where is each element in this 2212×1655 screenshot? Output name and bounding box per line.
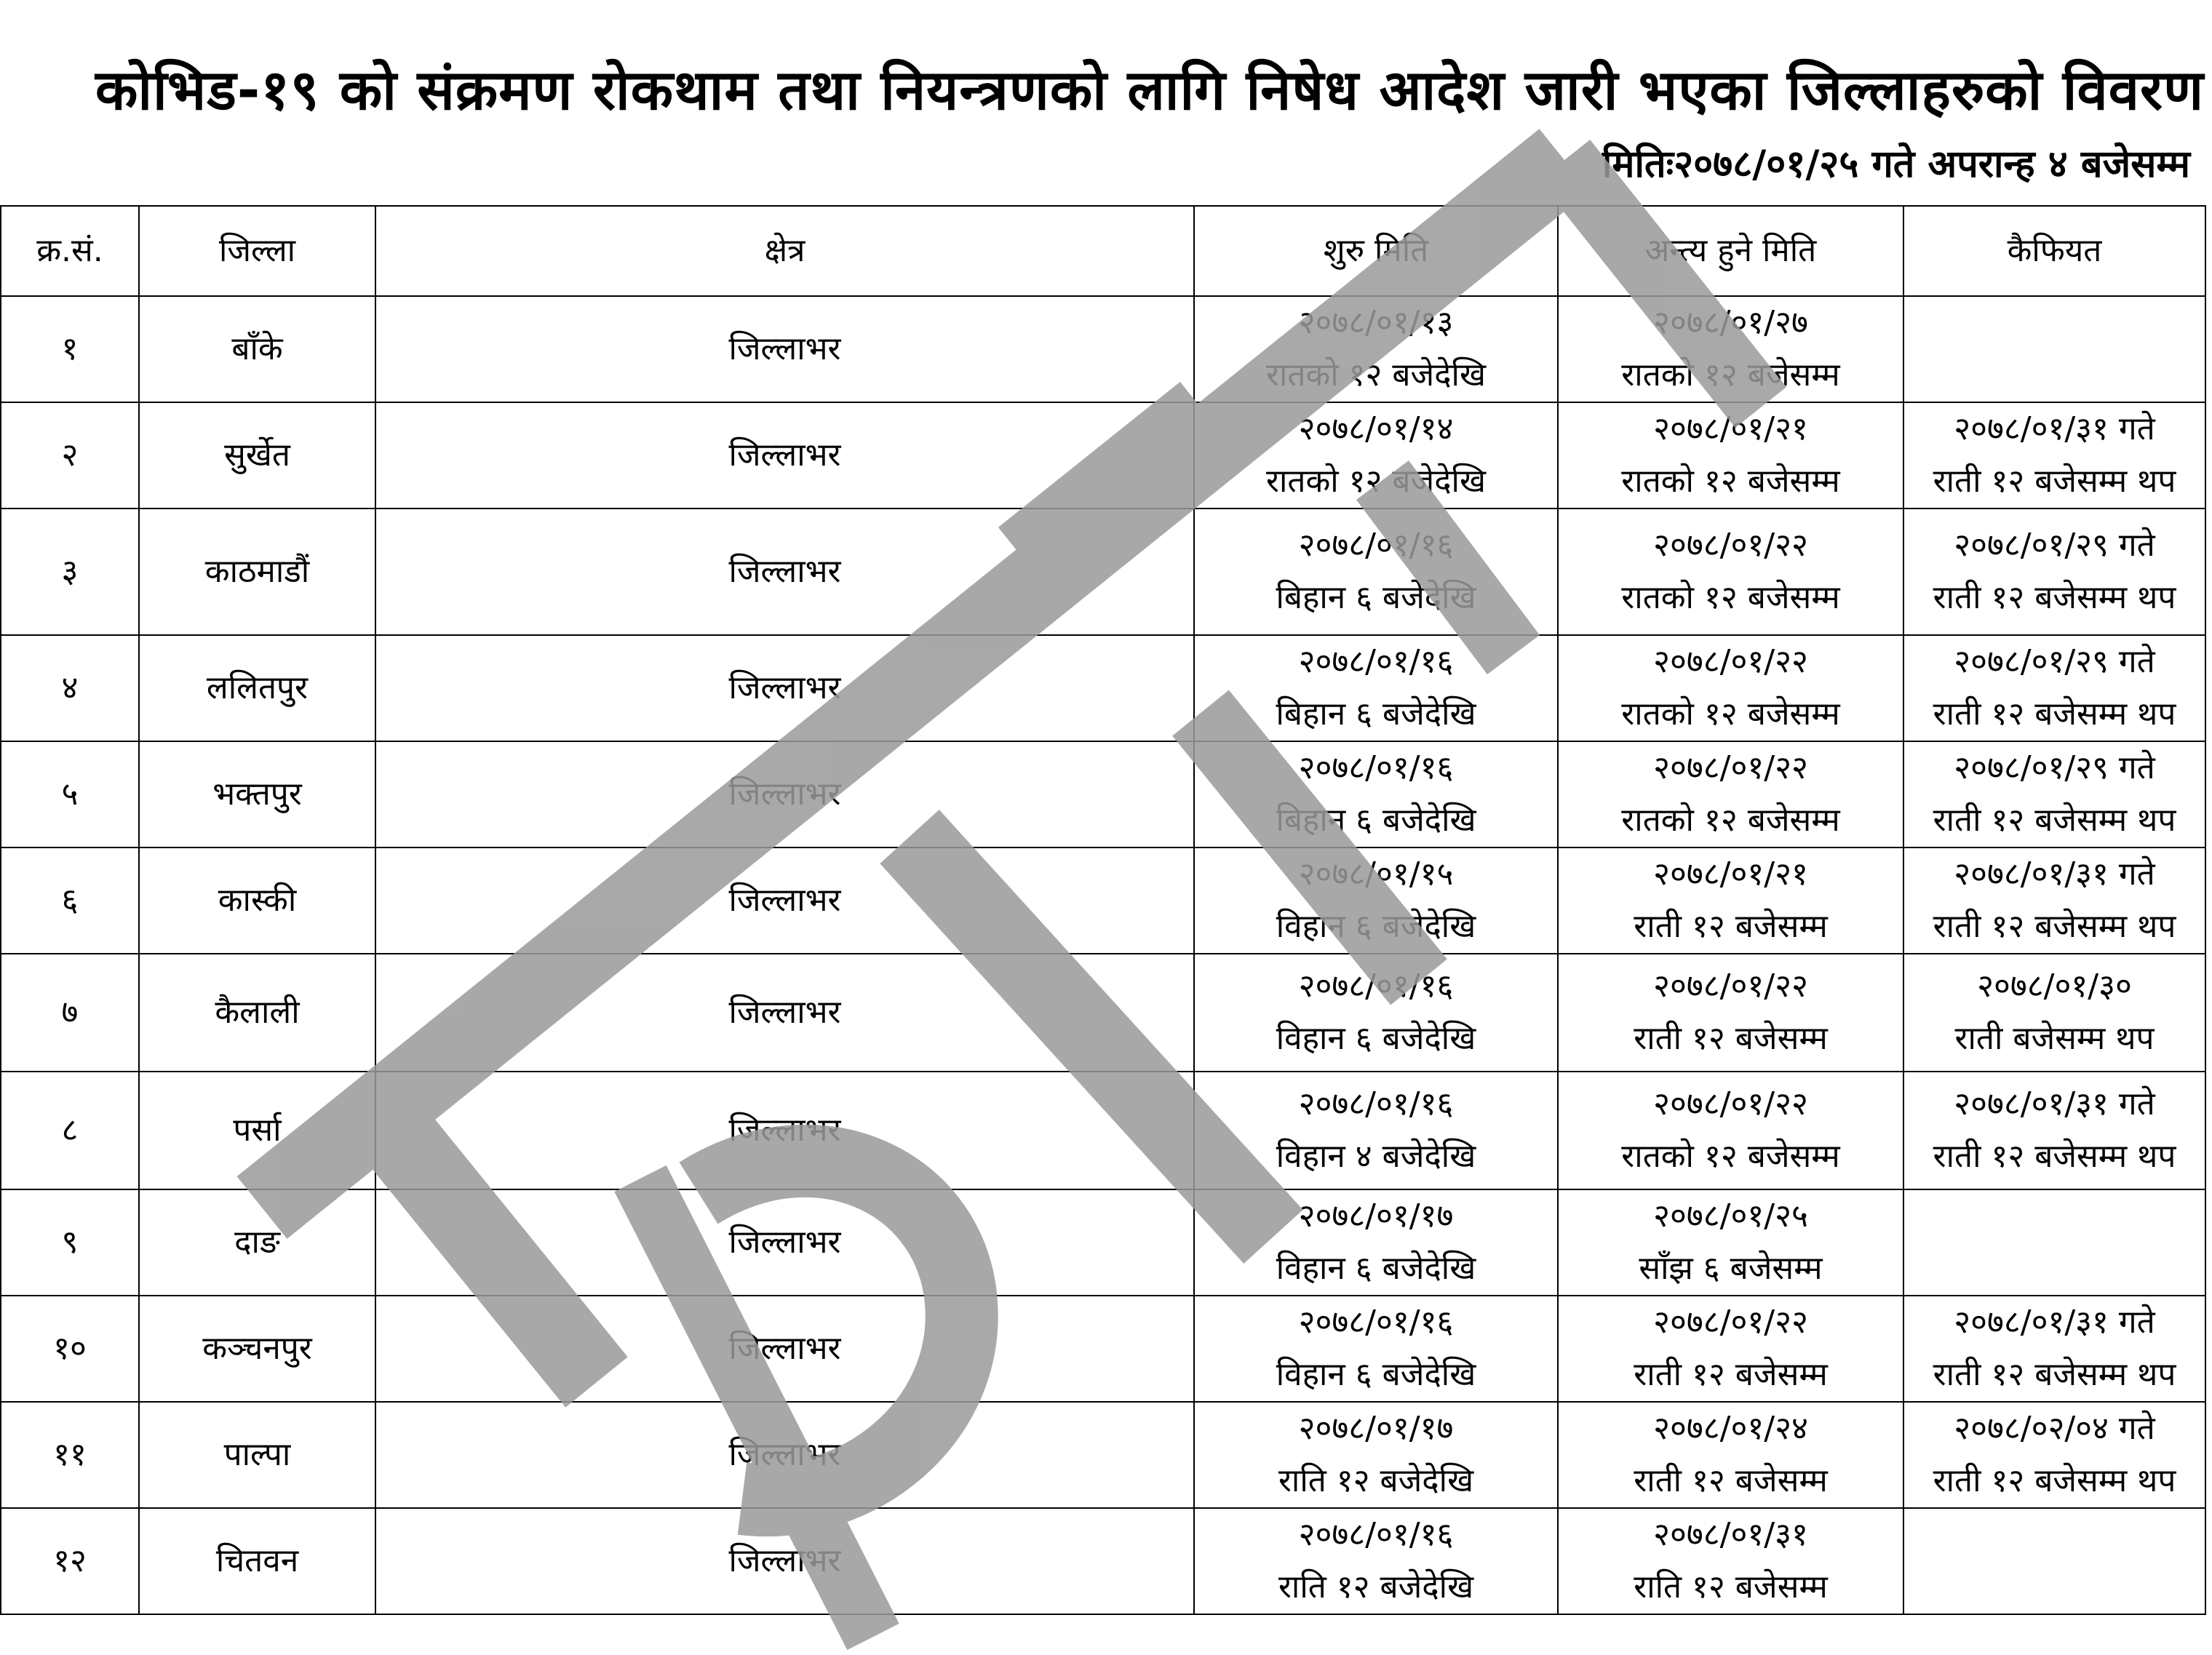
cell-area: जिल्लाभर: [375, 1508, 1194, 1614]
remark-line-1: २०७८/०१/३०: [1977, 968, 2132, 1005]
cell-start: [1194, 1402, 1558, 1508]
cell-area: जिल्लाभर: [375, 1189, 1194, 1296]
cell-remarks: [1903, 954, 2205, 1072]
header-sn: क्र.सं.: [1, 206, 139, 296]
header-start-date: शुरु मिति: [1194, 206, 1558, 296]
end-date: २०७८/०१/२२: [1653, 1085, 1808, 1122]
table-row: [1, 635, 2205, 741]
cell-end: [1558, 1189, 1903, 1296]
cell-end: [1558, 1072, 1903, 1189]
table-row: [1, 1189, 2205, 1296]
end-time: साँझ ६ बजेसम्म: [1639, 1250, 1823, 1287]
table-row: [1, 402, 2205, 509]
cell-end: [1558, 1402, 1903, 1508]
cell-start: [1194, 296, 1558, 402]
start-time: विहान ४ बजेदेखि: [1276, 1138, 1476, 1175]
start-time: बिहान ६ बजेदेखि: [1276, 695, 1476, 733]
cell-start: [1194, 1296, 1558, 1402]
cell-district: पाल्पा: [139, 1402, 375, 1508]
cell-remarks: [1903, 509, 2205, 635]
cell-district: भक्तपुर: [139, 741, 375, 848]
end-date: २०७८/०१/२४: [1653, 1410, 1808, 1447]
cell-area: जिल्लाभर: [375, 741, 1194, 848]
start-date: २०७८/०१/१६: [1298, 527, 1454, 564]
restriction-table: [0, 205, 2206, 1615]
cell-end: [1558, 741, 1903, 848]
remark-line-1: २०७८/०१/२९ गते: [1954, 527, 2155, 564]
cell-sn: १: [1, 296, 139, 402]
cell-district: कास्की: [139, 848, 375, 954]
end-time: राती १२ बजेसम्म: [1634, 1020, 1828, 1057]
table-row: [1, 296, 2205, 402]
cell-start: [1194, 1072, 1558, 1189]
remark-line-2: राती बजेसम्म थप: [1954, 1020, 2155, 1057]
end-date: २०७८/०१/२५: [1653, 1197, 1808, 1235]
cell-remarks: [1903, 635, 2205, 741]
cell-sn: १२: [1, 1508, 139, 1614]
cell-start: [1194, 741, 1558, 848]
table-row: [1, 509, 2205, 635]
start-date: २०७८/०१/१६: [1298, 1085, 1454, 1122]
end-date: २०७८/०१/२१: [1653, 856, 1808, 893]
start-date: २०७८/०१/१७: [1298, 1197, 1454, 1235]
cell-district: काठमाडौं: [139, 509, 375, 635]
cell-area: जिल्लाभर: [375, 635, 1194, 741]
cell-end: [1558, 1296, 1903, 1402]
end-date: २०७८/०१/२२: [1653, 527, 1808, 564]
header-area: क्षेत्र: [375, 206, 1194, 296]
remark-line-2: राती १२ बजेसम्म थप: [1933, 1462, 2176, 1499]
cell-area: जिल्लाभर: [375, 1072, 1194, 1189]
end-time: राती १२ बजेसम्म: [1634, 1462, 1828, 1499]
cell-district: ललितपुर: [139, 635, 375, 741]
header-end-date: अन्त्य हुने मिति: [1558, 206, 1903, 296]
start-date: २०७८/०१/१७: [1298, 1410, 1454, 1447]
start-time: विहान ६ बजेदेखि: [1276, 1020, 1476, 1057]
cell-area: जिल्लाभर: [375, 402, 1194, 509]
end-time: रातको १२ बजेसम्म: [1621, 695, 1840, 733]
remark-line-2: राती १२ बजेसम्म थप: [1933, 695, 2176, 733]
cell-district: सुर्खेत: [139, 402, 375, 509]
remark-line-2: राती १२ बजेसम्म थप: [1933, 802, 2176, 839]
remark-line-1: २०७८/०१/३१ गते: [1954, 1304, 2155, 1341]
table-row: [1, 1402, 2205, 1508]
start-date: २०७८/०१/१६: [1298, 1516, 1454, 1553]
start-time: बिहान ६ बजेदेखि: [1276, 579, 1476, 616]
start-time: राति १२ बजेदेखि: [1278, 1462, 1474, 1499]
cell-end: [1558, 954, 1903, 1072]
cell-start: [1194, 509, 1558, 635]
cell-area: जिल्लाभर: [375, 296, 1194, 402]
cell-remarks: [1903, 1296, 2205, 1402]
cell-start: [1194, 1508, 1558, 1614]
remark-line-1: २०७८/०१/२९ गते: [1954, 643, 2155, 680]
end-date: २०७८/०१/२७: [1653, 304, 1808, 341]
end-time: रातको १२ बजेसम्म: [1621, 1138, 1840, 1175]
end-time: रातको १२ बजेसम्म: [1621, 463, 1840, 500]
start-time: रातको १२ बजेदेखि: [1266, 463, 1486, 500]
remark-line-2: राती १२ बजेसम्म थप: [1933, 463, 2176, 500]
start-time: विहान ६ बजेदेखि: [1276, 1356, 1476, 1393]
table-row: [1, 1296, 2205, 1402]
table-row: [1, 848, 2205, 954]
cell-district: कैलाली: [139, 954, 375, 1072]
cell-sn: ९: [1, 1189, 139, 1296]
cell-sn: ६: [1, 848, 139, 954]
end-date: २०७८/०१/३१: [1653, 1516, 1808, 1553]
start-time: रातको १२ बजेदेखि: [1266, 356, 1486, 394]
cell-remarks: [1903, 1508, 2205, 1614]
table-row: [1, 1072, 2205, 1189]
end-date: २०७८/०१/२२: [1653, 1304, 1808, 1341]
remark-line-1: २०७८/०१/३१ गते: [1954, 410, 2155, 447]
remark-line-2: राती १२ बजेसम्म थप: [1933, 908, 2176, 945]
cell-district: चितवन: [139, 1508, 375, 1614]
end-time: राती १२ बजेसम्म: [1634, 1356, 1828, 1393]
cell-district: कञ्चनपुर: [139, 1296, 375, 1402]
table-header-row: [1, 206, 2205, 296]
remark-line-1: २०७८/०२/०४ गते: [1954, 1410, 2155, 1447]
remark-line-1: २०७८/०१/३१ गते: [1954, 856, 2155, 893]
header-district: जिल्ला: [139, 206, 375, 296]
header-remarks: कैफियत: [1903, 206, 2205, 296]
cell-remarks: [1903, 296, 2205, 402]
cell-area: जिल्लाभर: [375, 1402, 1194, 1508]
start-date: २०७८/०१/१४: [1298, 410, 1454, 447]
end-date: २०७८/०१/२२: [1653, 968, 1808, 1005]
end-date: २०७८/०१/२२: [1653, 749, 1808, 786]
cell-start: [1194, 848, 1558, 954]
cell-area: जिल्लाभर: [375, 954, 1194, 1072]
remark-line-2: राती १२ बजेसम्म थप: [1933, 1356, 2176, 1393]
date-line: मितिः२०७८/०१/२५ गते अपरान्ह ४ बजेसम्म: [1602, 143, 2190, 186]
cell-sn: ४: [1, 635, 139, 741]
end-time: रातको १२ बजेसम्म: [1621, 802, 1840, 839]
start-date: २०७८/०१/१३: [1298, 304, 1454, 341]
start-date: २०७८/०१/१६: [1298, 749, 1454, 786]
cell-remarks: [1903, 848, 2205, 954]
remark-line-2: राती १२ बजेसम्म थप: [1933, 579, 2176, 616]
start-date: २०७८/०१/१५: [1298, 856, 1454, 893]
cell-start: [1194, 1189, 1558, 1296]
cell-start: [1194, 954, 1558, 1072]
cell-sn: १०: [1, 1296, 139, 1402]
end-date: २०७८/०१/२१: [1653, 410, 1808, 447]
end-time: रातको १२ बजेसम्म: [1621, 579, 1840, 616]
cell-end: [1558, 635, 1903, 741]
cell-sn: ५: [1, 741, 139, 848]
end-date: २०७८/०१/२२: [1653, 643, 1808, 680]
cell-end: [1558, 402, 1903, 509]
start-date: २०७८/०१/१६: [1298, 968, 1454, 1005]
document-title: कोभिड-१९ को संक्रमण रोकथाम तथा नियन्त्रणको लागि निषेध आदेश जारी भएका जिल्लाहरुको विवरण: [95, 57, 2205, 122]
table-row: [1, 741, 2205, 848]
cell-end: [1558, 848, 1903, 954]
start-time: बिहान ६ बजेदेखि: [1276, 802, 1476, 839]
cell-sn: ८: [1, 1072, 139, 1189]
cell-district: दाङ: [139, 1189, 375, 1296]
cell-district: बाँके: [139, 296, 375, 402]
cell-sn: ७: [1, 954, 139, 1072]
cell-area: जिल्लाभर: [375, 848, 1194, 954]
cell-end: [1558, 1508, 1903, 1614]
start-time: राति १२ बजेदेखि: [1278, 1568, 1474, 1606]
cell-sn: ११: [1, 1402, 139, 1508]
cell-remarks: [1903, 1189, 2205, 1296]
start-date: २०७८/०१/१६: [1298, 643, 1454, 680]
remark-line-1: २०७८/०१/३१ गते: [1954, 1085, 2155, 1122]
cell-end: [1558, 296, 1903, 402]
cell-sn: २: [1, 402, 139, 509]
cell-start: [1194, 402, 1558, 509]
cell-district: पर्सा: [139, 1072, 375, 1189]
cell-sn: ३: [1, 509, 139, 635]
remark-line-1: २०७८/०१/२९ गते: [1954, 749, 2155, 786]
remark-line-2: राती १२ बजेसम्म थप: [1933, 1138, 2176, 1175]
start-time: विहान ६ बजेदेखि: [1276, 1250, 1476, 1287]
end-time: रातको १२ बजेसम्म: [1621, 356, 1840, 394]
cell-remarks: [1903, 741, 2205, 848]
cell-start: [1194, 635, 1558, 741]
cell-remarks: [1903, 1072, 2205, 1189]
table-row: [1, 954, 2205, 1072]
cell-area: जिल्लाभर: [375, 509, 1194, 635]
cell-remarks: [1903, 1402, 2205, 1508]
cell-area: जिल्लाभर: [375, 1296, 1194, 1402]
end-time: राति १२ बजेसम्म: [1634, 1568, 1828, 1606]
cell-end: [1558, 509, 1903, 635]
end-time: राती १२ बजेसम्म: [1634, 908, 1828, 945]
cell-remarks: [1903, 402, 2205, 509]
start-date: २०७८/०१/१६: [1298, 1304, 1454, 1341]
table-row: [1, 1508, 2205, 1614]
start-time: विहान ६ बजेदेखि: [1276, 908, 1476, 945]
